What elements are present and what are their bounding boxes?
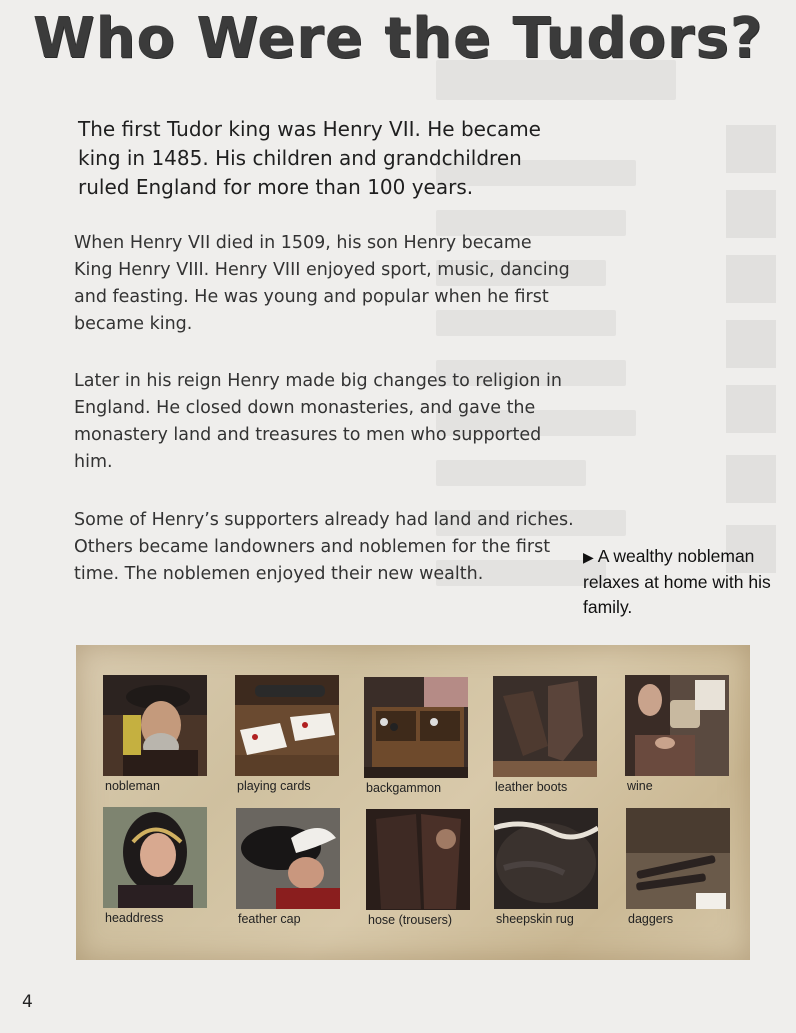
gallery-item [103,675,207,797]
hose-photo-icon [366,809,470,910]
gallery-item-label: sheepskin rug [496,912,574,926]
daggers-photo-icon [626,808,730,909]
gallery-item-label: wine [627,779,653,793]
gallery-item-label: leather boots [495,780,568,794]
gallery-item-label: playing cards [237,779,311,793]
page-title: Who Were the Tudors? [32,6,764,71]
gallery-item [235,675,339,797]
gallery-item-label: feather cap [238,912,301,926]
nobleman-photo-icon [103,675,207,776]
photo-caption [583,544,783,620]
playing-cards-photo-icon [235,675,339,776]
gallery-item [103,807,207,929]
caption-arrow-icon: ▶ [583,549,594,565]
body-paragraph: When Henry VII died in 1509, his son Henry became King Henry VIII. Henry VIII enjoyed sport, music, dancing and feasting. He was young and popular when he first became king. [74,233,570,334]
gallery-item-label: daggers [628,912,674,926]
gallery-item-label: hose (trousers) [368,913,453,927]
gallery-item [494,808,598,930]
gallery-item [626,808,730,930]
backgammon-photo-icon [364,677,468,778]
leather-boots-photo-icon [493,676,597,777]
body-paragraph: Some of Henry’s supporters already had land and riches. Others became landowners and noblemen for the first time. The noblemen enjoyed their new wealth. [74,510,574,584]
gallery-item-label: nobleman [105,779,160,793]
intro-paragraph: The first Tudor king was Henry VII. He became king in 1485. His children and grandchildren ruled England for more than 100 years. [78,117,541,199]
feather-cap-photo-icon [236,808,340,909]
gallery-item [364,677,468,799]
body-paragraph: Later in his reign Henry made big changes to religion in England. He closed down monasteries, and gave the monastery land and treasures to men who supported him. [74,371,562,472]
gallery-item [236,808,340,930]
sheepskin-rug-photo-icon [494,808,598,909]
wine-photo-icon [625,675,729,776]
gallery-item [493,676,597,798]
gallery-item-label: headdress [105,911,164,925]
gallery-item [366,809,470,931]
tudor-items-gallery [76,645,750,960]
gallery-item-label: backgammon [366,781,442,795]
page-number: 4 [22,992,33,1012]
gallery-item [625,675,729,797]
caption-text: A wealthy nobleman relaxes at home with his family. [583,546,771,617]
headdress-photo-icon [103,807,207,908]
